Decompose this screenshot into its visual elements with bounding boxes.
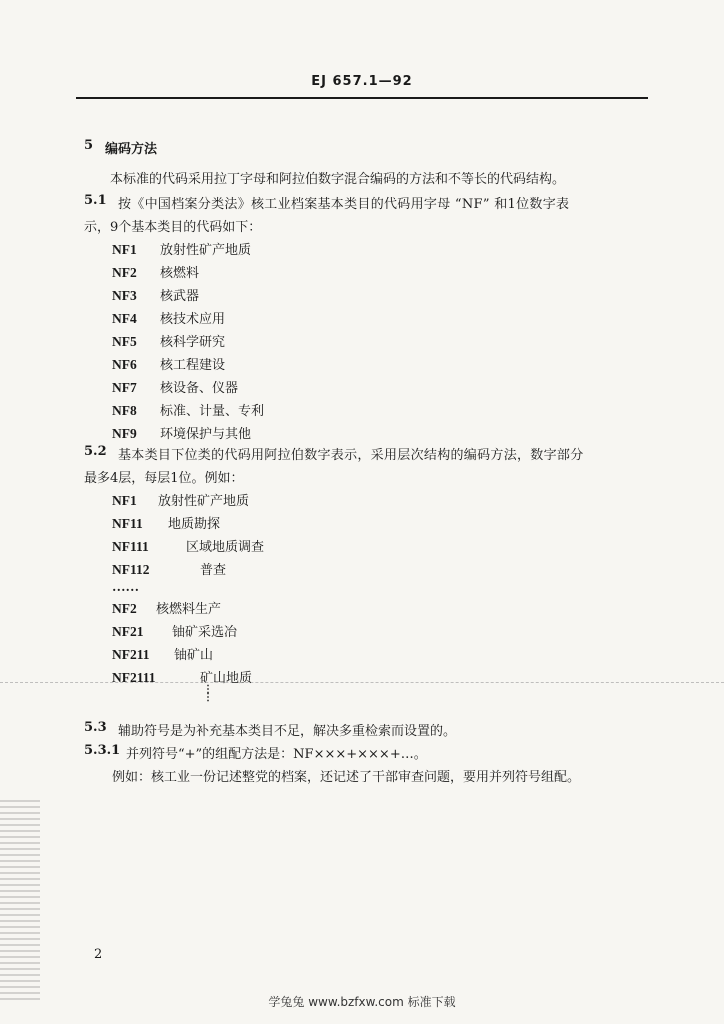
example-code: NF21 <box>112 624 144 639</box>
category-item <box>112 377 238 396</box>
category-label: 核武器 <box>160 289 200 304</box>
example-label: 核燃料生产 <box>156 602 222 617</box>
vertical-ellipsis: ⋮ ⋮ <box>203 684 213 703</box>
category-label: 核设备、仪器 <box>160 381 239 396</box>
category-code: NF5 <box>112 334 137 349</box>
scan-noise-line <box>0 682 724 684</box>
category-code: NF8 <box>112 403 137 418</box>
example-label: 铀矿山 <box>174 648 214 663</box>
category-label: 核燃料 <box>160 266 200 281</box>
clause-5-2-line2: 最多4层，每层1位。例如： <box>84 471 244 486</box>
example-label: 铀矿采选冶 <box>172 625 238 640</box>
category-label: 环境保护与其他 <box>160 427 252 442</box>
category-code: NF2 <box>112 265 137 280</box>
example-ellipsis <box>112 576 160 595</box>
example-code: NF11 <box>112 516 143 531</box>
category-code: NF6 <box>112 357 137 372</box>
example-item <box>112 490 249 509</box>
clause-number-5-3-1: 5.3.1 <box>84 743 121 758</box>
footer-watermark: 学兔兔 www.bzfxw.com 标准下载 <box>268 995 456 1009</box>
standard-number-header: EJ 657.1—92 <box>311 74 413 89</box>
section-title: 编码方法 <box>105 142 158 157</box>
clause-5-3-text: 辅助符号是为补充基本类目不足，解决多重检索而设置的。 <box>118 724 457 739</box>
clause-number-5-1: 5.1 <box>84 193 107 208</box>
category-item <box>112 400 264 419</box>
category-item <box>112 423 251 442</box>
example-label: 普查 <box>200 563 227 578</box>
section-paragraph: 本标准的代码采用拉丁字母和阿拉伯数字混合编码的方法和不等长的代码结构。 <box>110 172 566 187</box>
category-label: 核科学研究 <box>160 335 226 350</box>
example-code: NF2 <box>112 601 137 616</box>
category-label: 标准、计量、专利 <box>160 404 265 419</box>
clause-5-1-line2: 示，9个基本类目的代码如下： <box>84 220 262 235</box>
clause-number-5-3: 5.3 <box>84 720 107 735</box>
section-number: 5 <box>84 138 94 153</box>
category-code: NF1 <box>112 242 137 257</box>
example-label: 矿山地质 <box>200 671 253 686</box>
category-label: 核工程建设 <box>160 358 226 373</box>
clause-5-1-line1: 按《中国档案分类法》核工业档案基本类目的代码用字母 “NF” 和1位数字表 <box>118 197 570 212</box>
category-code: NF7 <box>112 380 137 395</box>
category-item <box>112 308 225 327</box>
category-item <box>112 285 199 304</box>
example-code: NF2111 <box>112 670 156 685</box>
clause-5-3-1-text: 并列符号“+”的组配方法是：NF×××+×××+…。 <box>126 747 427 762</box>
example-item <box>112 598 221 617</box>
category-item <box>112 354 225 373</box>
example-item <box>112 513 220 532</box>
example-item <box>112 536 264 555</box>
page-number: 2 <box>94 947 103 962</box>
category-item <box>112 331 225 350</box>
category-code: NF4 <box>112 311 137 326</box>
example-label: 地质勘探 <box>168 517 221 532</box>
example-label: 放射性矿产地质 <box>158 494 250 509</box>
example-code: NF112 <box>112 562 150 577</box>
example-item <box>112 644 213 663</box>
category-code: NF3 <box>112 288 137 303</box>
example-item <box>112 667 252 686</box>
category-item <box>112 262 199 281</box>
example-code: NF111 <box>112 539 149 554</box>
example-code: NF1 <box>112 493 137 508</box>
example-code: NF211 <box>112 647 150 662</box>
clause-5-2-line1: 基本类目下位类的代码用阿拉伯数字表示，采用层次结构的编码方法，数字部分 <box>118 448 584 463</box>
scan-edge-artifact <box>0 800 40 1000</box>
category-label: 放射性矿产地质 <box>160 243 252 258</box>
example-item <box>112 621 237 640</box>
category-item <box>112 239 251 258</box>
clause-number-5-2: 5.2 <box>84 444 107 459</box>
example-code: …… <box>112 579 139 594</box>
clause-5-3-1-example: 例如：核工业一份记述整党的档案，还记述了干部审查问题，要用并列符号组配。 <box>112 770 581 785</box>
category-label: 核技术应用 <box>160 312 226 327</box>
example-label: 区域地质调查 <box>186 540 265 555</box>
category-code: NF9 <box>112 426 137 441</box>
header-rule <box>76 97 648 99</box>
